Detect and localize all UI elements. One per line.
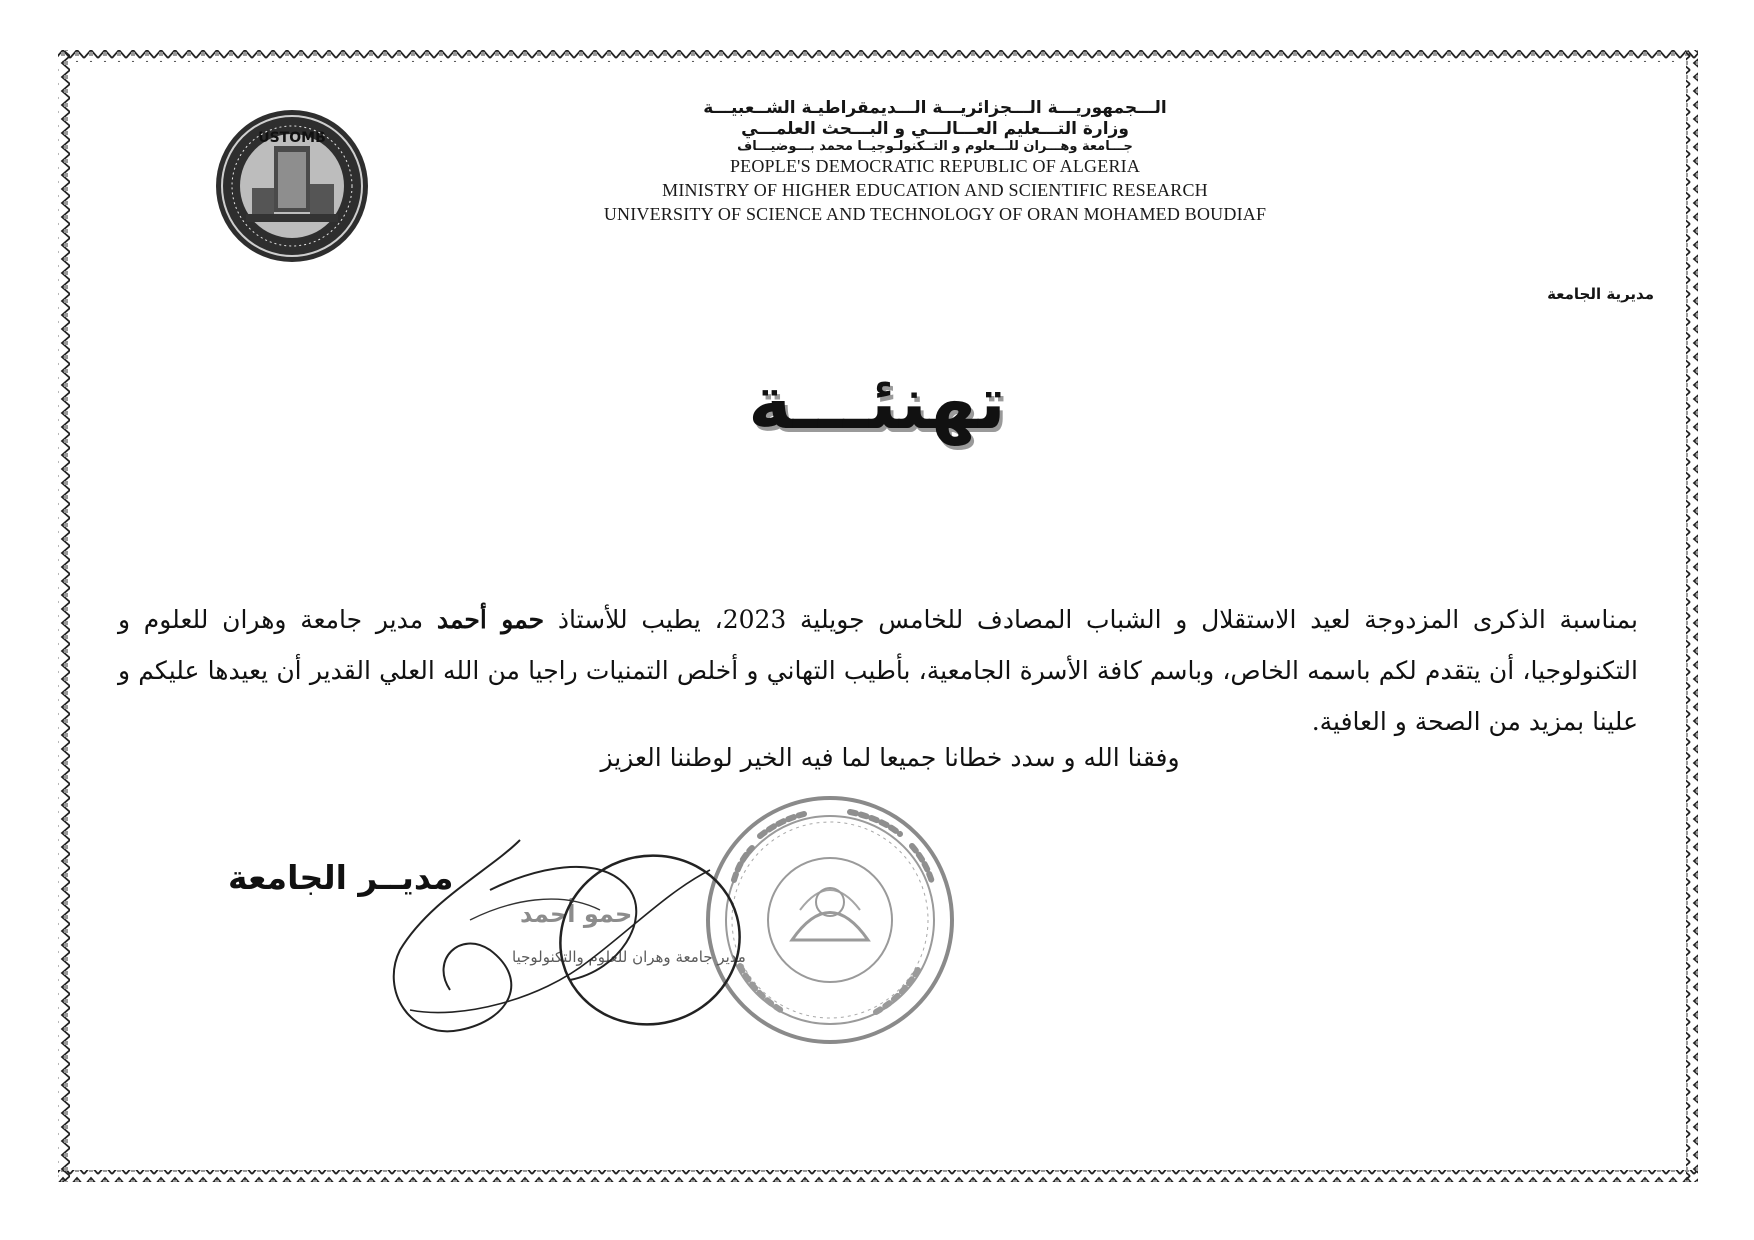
- stamp-name: حمو أحمد: [520, 900, 633, 928]
- document-title: تهنئـــة: [748, 360, 1006, 446]
- header-university-en: UNIVERSITY OF SCIENCE AND TECHNOLOGY OF ORAN MOHAMED BOUDIAF: [603, 203, 1267, 224]
- official-header: [480, 98, 1390, 227]
- closing-line: وفقنا الله و سدد خطانا جميعا لما فيه الخير لوطننا العزيز: [600, 743, 1180, 772]
- signature-title: مديــر الجامعة: [228, 858, 454, 897]
- header-republic-en: PEOPLE'S DEMOCRATIC REPUBLIC OF ALGERIA: [729, 156, 1141, 177]
- header-republic-ar: الـــجمهوريـــة الـــجزائريـــة الـــديمقراطيـة الشــعبيـــة: [703, 98, 1167, 118]
- handwritten-signature-icon: [370, 830, 790, 1070]
- svg-text:USTOMB: USTOMB: [258, 130, 326, 146]
- header-university-ar: جـــامعة وهـــران للـــعلوم و التــكنولـوجيــا محمد بـــوضيـــاف: [737, 139, 1133, 155]
- stamp-role: مدير جامعة وهران للعلوم والتكنولوجيا: [512, 948, 746, 966]
- body-paragraph: [118, 594, 1638, 747]
- header-ministry-ar: وزارة التـــعليم العـــالـــي و البـــحث العلمـــي: [741, 118, 1129, 139]
- body-part-2: مدير جامعة وهران للعلوم و التكنولوجيا، أن يتقدم لكم باسمه الخاص، وباسم كافة الأسرة الجامعية، بأطيب التهاني و أخلص التمنيات راجيا من الله العلي القدير أن يعيدها عليكم و علينا بمزيد من الصحة و العافية.: [118, 605, 1638, 736]
- university-logo: [212, 106, 372, 266]
- body-part-1: بمناسبة الذكرى المزدوجة لعيد الاستقلال و الشباب المصادف للخامس جويلية 2023، يطيب للأستاذ: [544, 605, 1639, 634]
- professor-name: حمو أحمد: [436, 605, 545, 634]
- directorate-label: مديرية الجامعة: [1547, 285, 1654, 303]
- university-seal-icon: [212, 106, 372, 266]
- header-ministry-en: MINISTRY OF HIGHER EDUCATION AND SCIENTIFIC RESEARCH: [662, 180, 1208, 201]
